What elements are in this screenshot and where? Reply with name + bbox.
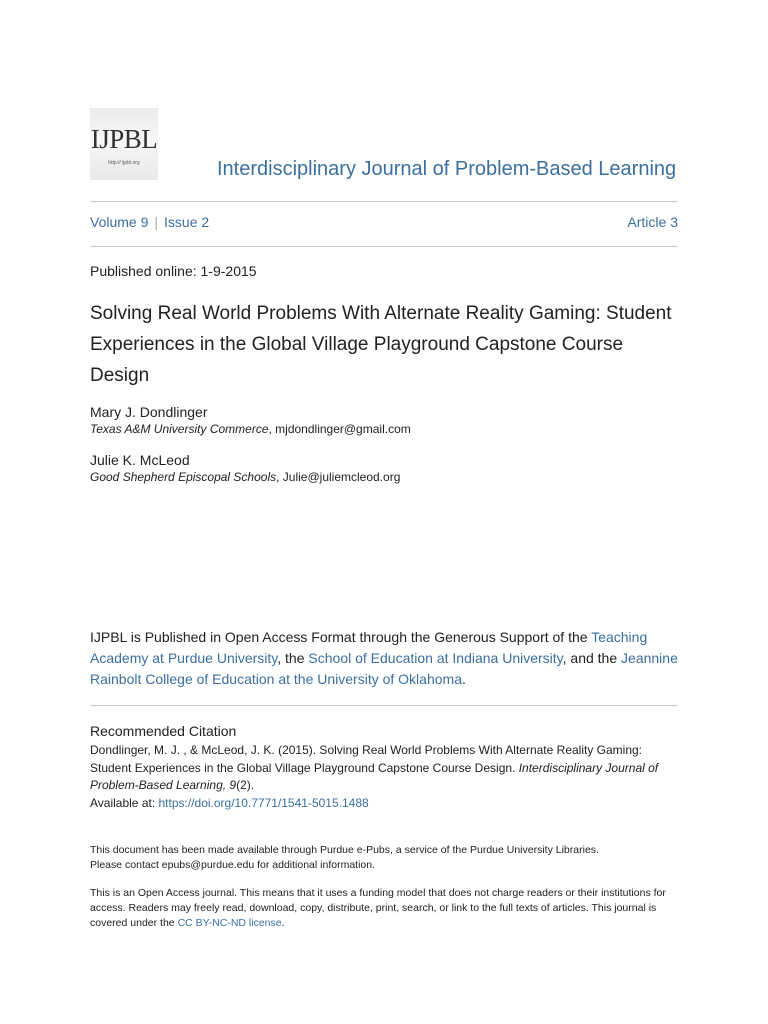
citation-body: Dondlinger, M. J. , & McLeod, J. K. (2015). Solving Real World Problems With Alternate Reality Gaming: Student Experiences in the Global Village Playground Capstone Course Design. <box>90 743 643 775</box>
header-divider <box>90 201 678 202</box>
doi-link[interactable]: https://doi.org/10.7771/1541-5015.1488 <box>158 795 369 810</box>
open-access-end: . <box>281 917 285 929</box>
author-email: , mjdondlinger@gmail.com <box>268 422 411 436</box>
indiana-education-link[interactable]: School of Education at Indiana University <box>308 650 563 666</box>
journal-logo <box>90 108 158 180</box>
support-statement <box>90 627 680 690</box>
author-name: Mary J. Dondlinger <box>90 404 208 420</box>
logo-url: http:// ijpbl.org <box>108 160 140 166</box>
citation-issue: (2). <box>236 778 255 792</box>
recommended-citation-heading: Recommended Citation <box>90 723 237 739</box>
citation-text <box>90 742 678 812</box>
citation-journal: Interdisciplinary Journal of Problem-Based Learning, 9 <box>90 760 659 792</box>
logo-text: IJPBL <box>90 124 158 154</box>
author-institution: Texas A&M University Commerce <box>90 422 269 436</box>
article-link[interactable]: Article 3 <box>627 214 678 230</box>
issue-bar <box>90 214 678 230</box>
author-affiliation <box>90 422 411 436</box>
support-text: . <box>461 671 466 687</box>
contact-line: Please contact epubs@purdue.edu for additional information. <box>90 859 376 871</box>
teaching-academy-link[interactable]: Teaching Academy at Purdue University <box>90 629 648 666</box>
epubs-notice <box>90 843 678 873</box>
separator: | <box>154 214 159 230</box>
author-affiliation <box>90 470 400 484</box>
available-label: Available at: <box>90 795 159 810</box>
support-text: , and the <box>562 650 622 666</box>
published-date: Published online: 1-9-2015 <box>90 263 257 279</box>
issue-link[interactable]: Issue 2 <box>164 214 210 230</box>
epubs-line: This document has been made available through Purdue e-Pubs, a service of the Purdue University Libraries. <box>90 844 599 856</box>
author-institution: Good Shepherd Episcopal Schools <box>90 470 277 484</box>
license-link[interactable]: CC BY-NC-ND license <box>177 917 282 929</box>
article-title: Solving Real World Problems With Alternate Reality Gaming: Student Experiences in the Global Village Playground Capstone Course Design <box>90 303 672 386</box>
journal-title-link[interactable]: Interdisciplinary Journal of Problem-Based Learning <box>217 158 677 180</box>
open-access-notice <box>90 886 678 931</box>
volume-link[interactable]: Volume 9 <box>90 214 149 230</box>
support-text: IJPBL is Published in Open Access Format through the Generous Support of the <box>90 629 592 645</box>
oklahoma-education-link[interactable]: Jeannine Rainbolt College of Education at the University of Oklahoma <box>90 650 678 687</box>
support-text: , the <box>277 650 309 666</box>
citation-divider <box>90 705 678 706</box>
issue-divider <box>90 246 678 247</box>
author-email: , Julie@juliemcleod.org <box>276 470 401 484</box>
author-name: Julie K. McLeod <box>90 452 190 468</box>
open-access-text: This is an Open Access journal. This means that it uses a funding model that does not charge readers or their institutions for access. Readers may freely read, download, copy, distribute, print, search, or link to the full texts of articles. This journal is covered under the <box>90 887 666 929</box>
